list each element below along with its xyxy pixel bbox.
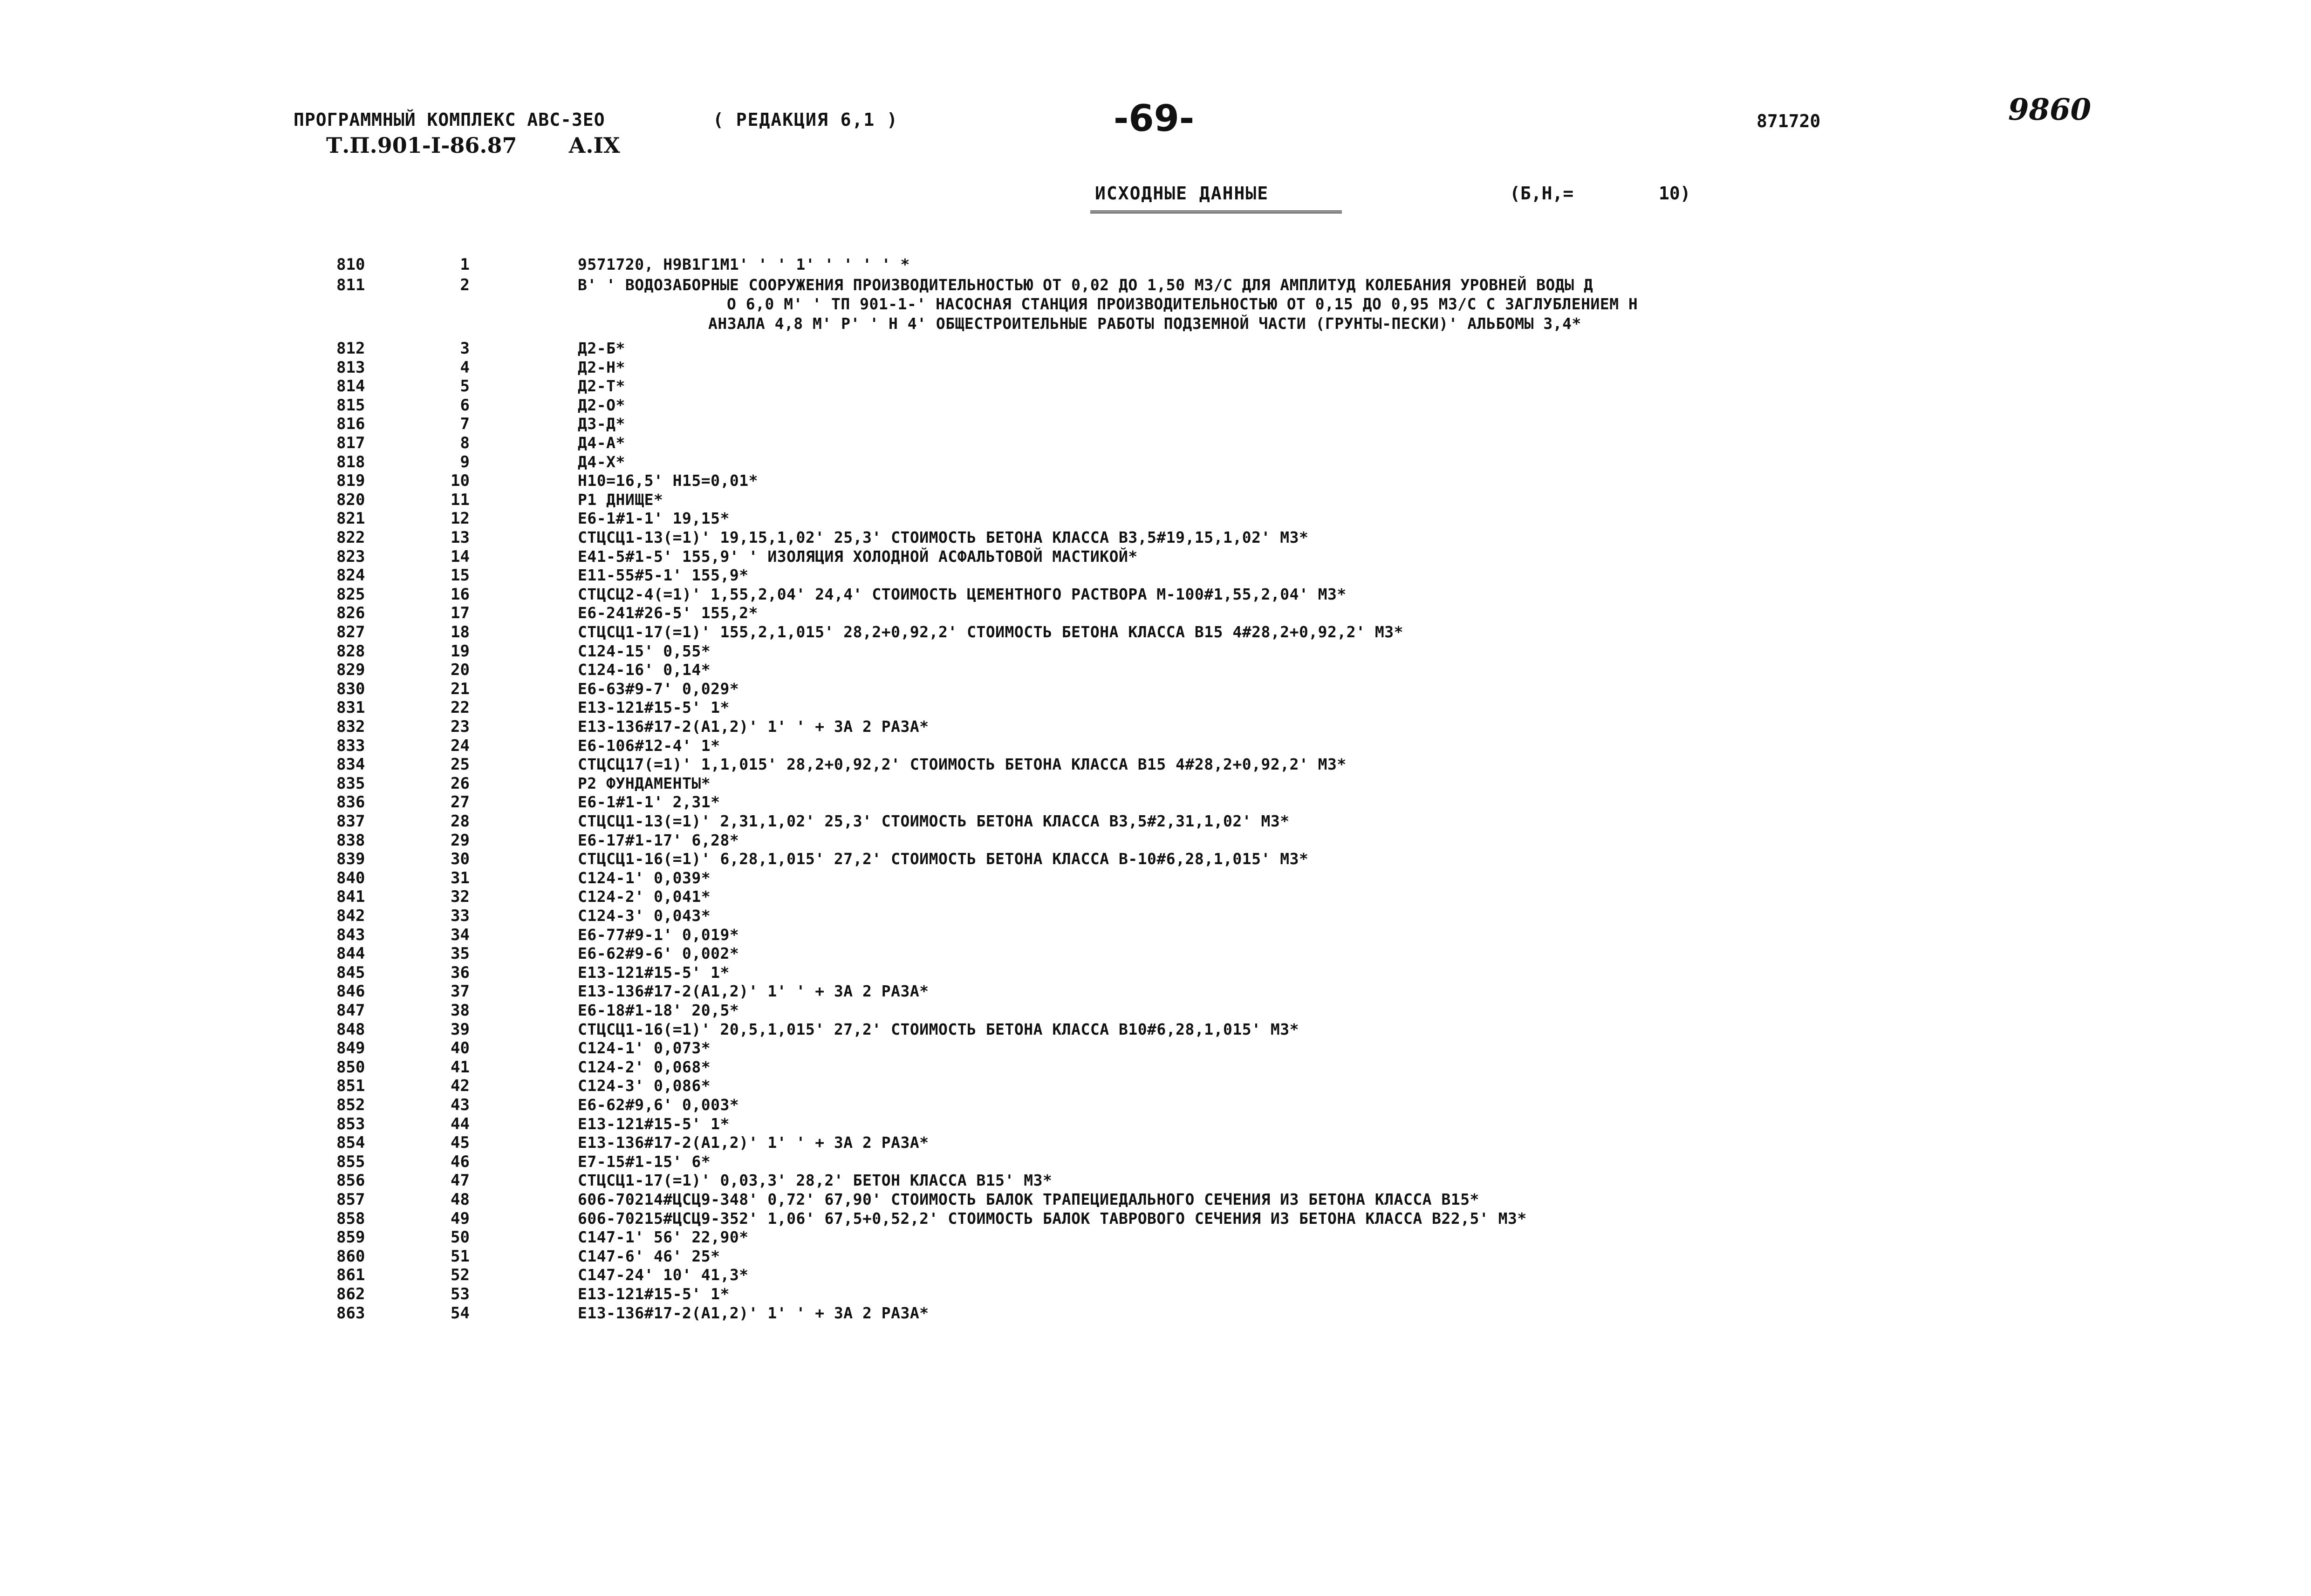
row-text: Е13-136#17-2(А1,2)' 1' ' + ЗА 2 РАЗА*	[578, 1304, 929, 1322]
row-index: 27	[451, 793, 470, 812]
row-line-number: 831	[336, 698, 365, 717]
row-text: Е6-63#9-7' 0,029*	[578, 680, 739, 698]
row-line-number: 821	[336, 509, 365, 528]
row-line-number: 857	[336, 1190, 365, 1209]
row-text: Е6-62#9,6' 0,003*	[578, 1096, 739, 1114]
row-index: 22	[451, 698, 470, 717]
row-text: Е13-136#17-2(А1,2)' 1' ' + ЗА 2 РАЗА*	[578, 717, 929, 736]
row-index: 50	[451, 1228, 470, 1247]
row-text: Д4-А*	[578, 434, 625, 452]
row-text: С124-3' 0,086*	[578, 1077, 711, 1095]
row-line-number: 817	[336, 434, 365, 452]
row-text: С147-24' 10' 41,3*	[578, 1266, 749, 1284]
row-line-number: 830	[336, 680, 365, 698]
row-text: СТЦСЦ1-16(=1)' 6,28,1,015' 27,2' СТОИМОСТЬ БЕТОНА КЛАССА В-10#6,28,1,015' М3*	[578, 850, 1309, 868]
reference-value: 10)	[1659, 183, 1691, 204]
row-index: 36	[451, 963, 470, 982]
section-title: ИСХОДНЫЕ ДАННЫЕ	[1095, 183, 1269, 204]
row-index: 31	[451, 869, 470, 887]
row-index: 26	[451, 774, 470, 793]
row-text: СТЦСЦ1-13(=1)' 19,15,1,02' 25,3' СТОИМОСТЬ БЕТОНА КЛАССА В3,5#19,15,1,02' М3*	[578, 528, 1309, 546]
row-index: 49	[451, 1209, 470, 1228]
row-line-number: 816	[336, 415, 365, 433]
row-text: Д2-Н*	[578, 358, 625, 376]
row-line-number: 822	[336, 528, 365, 547]
row-index: 18	[451, 623, 470, 641]
row-text: Н10=16,5' Н15=0,01*	[578, 471, 758, 490]
row-text: С147-1' 56' 22,90*	[578, 1228, 749, 1246]
row-line-number: 852	[336, 1096, 365, 1114]
row-index: 9	[460, 453, 470, 471]
row-continuation-line: АНЗАЛА 4,8 М' Р' ' Н 4' ОБЩЕСТРОИТЕЛЬНЫЕ РАБОТЫ ПОДЗЕМНОЙ ЧАСТИ (ГРУНТЫ-ПЕСКИ)' АЛЬБОМЫ 3,4*	[708, 314, 1581, 333]
row-text: СТЦСЦ1-17(=1)' 155,2,1,015' 28,2+0,92,2' СТОИМОСТЬ БЕТОНА КЛАССА В15 4#28,2+0,92,2' М3*	[578, 623, 1403, 641]
row-index: 1	[460, 255, 470, 274]
row-text: Е13-121#15-5' 1*	[578, 698, 730, 716]
row-line-number: 850	[336, 1058, 365, 1077]
row-index: 37	[451, 982, 470, 1001]
row-line-number: 860	[336, 1247, 365, 1266]
row-line-number: 851	[336, 1077, 365, 1095]
row-index: 33	[451, 907, 470, 925]
row-index: 14	[451, 547, 470, 566]
row-line-number: 811	[336, 276, 365, 294]
row-index: 2	[460, 276, 470, 294]
row-line-number: 855	[336, 1153, 365, 1171]
row-index: 20	[451, 661, 470, 679]
row-index: 25	[451, 755, 470, 774]
row-text: Д4-Х*	[578, 453, 625, 471]
row-line-number: 825	[336, 585, 365, 604]
row-index: 4	[460, 358, 470, 377]
standard-project-number: Т.П.901-I-86.87	[326, 133, 517, 158]
row-text: С124-15' 0,55*	[578, 642, 711, 660]
row-text: С124-1' 0,039*	[578, 869, 711, 887]
row-index: 5	[460, 377, 470, 396]
row-index: 47	[451, 1171, 470, 1190]
row-line-number: 829	[336, 661, 365, 679]
row-line-number: 814	[336, 377, 365, 396]
row-line-number: 820	[336, 491, 365, 509]
row-line-number: 828	[336, 642, 365, 661]
row-line-number: 815	[336, 396, 365, 415]
row-index: 13	[451, 528, 470, 547]
row-index: 11	[451, 491, 470, 509]
row-line-number: 827	[336, 623, 365, 641]
row-index: 21	[451, 680, 470, 698]
program-complex-label: ПРОГРАММНЫЙ КОМПЛЕКС АВС-ЗЕО	[294, 109, 605, 130]
row-line-number: 839	[336, 850, 365, 868]
row-line-number: 846	[336, 982, 365, 1001]
row-index: 15	[451, 566, 470, 585]
row-line-number: 838	[336, 831, 365, 850]
row-index: 32	[451, 887, 470, 906]
row-text: Е13-121#15-5' 1*	[578, 1285, 730, 1303]
row-index: 44	[451, 1115, 470, 1133]
row-text: Д3-Д*	[578, 415, 625, 433]
row-text: СТЦСЦ1-13(=1)' 2,31,1,02' 25,3' СТОИМОСТЬ БЕТОНА КЛАССА В3,5#2,31,1,02' М3*	[578, 812, 1290, 830]
row-index: 48	[451, 1190, 470, 1209]
row-index: 46	[451, 1153, 470, 1171]
row-text: СТЦСЦ17(=1)' 1,1,015' 28,2+0,92,2' СТОИМОСТЬ БЕТОНА КЛАССА В15 4#28,2+0,92,2' М3*	[578, 755, 1347, 773]
row-index: 7	[460, 415, 470, 433]
row-index: 19	[451, 642, 470, 661]
row-text: СТЦСЦ1-16(=1)' 20,5,1,015' 27,2' СТОИМОСТЬ БЕТОНА КЛАССА В10#6,28,1,015' М3*	[578, 1020, 1299, 1038]
row-index: 43	[451, 1096, 470, 1114]
reference-label: (Б,Н,=	[1510, 183, 1574, 204]
row-line-number: 813	[336, 358, 365, 377]
row-text: Д2-Б*	[578, 339, 625, 357]
row-line-number: 844	[336, 944, 365, 963]
row-text: С124-2' 0,068*	[578, 1058, 711, 1076]
row-text: 9571720, Н9В1Г1М1' ' ' 1' ' ' ' ' *	[578, 255, 910, 273]
row-text: С124-2' 0,041*	[578, 887, 711, 906]
row-index: 30	[451, 850, 470, 868]
row-line-number: 847	[336, 1001, 365, 1020]
row-index: 45	[451, 1133, 470, 1152]
row-text: Д2-Т*	[578, 377, 625, 395]
row-index: 39	[451, 1020, 470, 1039]
row-line-number: 856	[336, 1171, 365, 1190]
row-line-number: 859	[336, 1228, 365, 1247]
row-index: 40	[451, 1039, 470, 1057]
row-index: 51	[451, 1247, 470, 1266]
row-text: 606-70214#ЦСЦ9-348' 0,72' 67,90' СТОИМОСТЬ БАЛОК ТРАПЕЦИЕДАЛЬНОГО СЕЧЕНИЯ ИЗ БЕТОНА КЛАССА В15*	[578, 1190, 1479, 1208]
row-line-number: 841	[336, 887, 365, 906]
row-line-number: 836	[336, 793, 365, 812]
row-line-number: 840	[336, 869, 365, 887]
row-index: 23	[451, 717, 470, 736]
row-text: Р1 ДНИЩЕ*	[578, 491, 663, 509]
row-index: 12	[451, 509, 470, 528]
row-index: 10	[451, 471, 470, 490]
row-line-number: 842	[336, 907, 365, 925]
row-text: С124-3' 0,043*	[578, 907, 711, 925]
row-index: 34	[451, 926, 470, 944]
row-line-number: 837	[336, 812, 365, 831]
row-line-number: 853	[336, 1115, 365, 1133]
row-line-number: 863	[336, 1304, 365, 1323]
row-text: Е6-1#1-1' 19,15*	[578, 509, 730, 527]
row-index: 41	[451, 1058, 470, 1077]
row-line-number: 810	[336, 255, 365, 274]
row-line-number: 818	[336, 453, 365, 471]
album-label: А.IX	[568, 133, 620, 158]
row-index: 38	[451, 1001, 470, 1020]
row-line-number: 861	[336, 1266, 365, 1284]
row-line-number: 819	[336, 471, 365, 490]
row-line-number: 834	[336, 755, 365, 774]
row-line-number: 854	[336, 1133, 365, 1152]
row-text: Е13-136#17-2(А1,2)' 1' ' + ЗА 2 РАЗА*	[578, 1133, 929, 1152]
row-text: Е6-62#9-6' 0,002*	[578, 944, 739, 962]
row-line-number: 858	[336, 1209, 365, 1228]
row-text: СТЦСЦ1-17(=1)' 0,03,3' 28,2' БЕТОН КЛАССА В15' М3*	[578, 1171, 1053, 1189]
row-index: 8	[460, 434, 470, 452]
page-number: -69-	[1114, 98, 1195, 140]
row-index: 52	[451, 1266, 470, 1284]
row-text: С124-16' 0,14*	[578, 661, 711, 679]
row-line-number: 824	[336, 566, 365, 585]
row-text: Е13-121#15-5' 1*	[578, 963, 730, 982]
row-text: СТЦСЦ2-4(=1)' 1,55,2,04' 24,4' СТОИМОСТЬ ЦЕМЕНТНОГО РАСТВОРА М-100#1,55,2,04' М3*	[578, 585, 1347, 603]
row-index: 16	[451, 585, 470, 604]
row-index: 29	[451, 831, 470, 850]
row-line-number: 845	[336, 963, 365, 982]
row-text: Р2 ФУНДАМЕНТЫ*	[578, 774, 711, 792]
row-index: 42	[451, 1077, 470, 1095]
row-index: 17	[451, 604, 470, 622]
row-line-number: 833	[336, 737, 365, 755]
row-index: 54	[451, 1304, 470, 1323]
handwritten-stamp-number: 9860	[2008, 92, 2092, 127]
row-text: Е41-5#1-5' 155,9' ' ИЗОЛЯЦИЯ ХОЛОДНОЙ АСФАЛЬТОВОЙ МАСТИКОЙ*	[578, 547, 1138, 566]
row-text: Е7-15#1-15' 6*	[578, 1153, 711, 1171]
row-line-number: 848	[336, 1020, 365, 1039]
row-text: С124-1' 0,073*	[578, 1039, 711, 1057]
row-line-number: 826	[336, 604, 365, 622]
row-text: Е6-17#1-17' 6,28*	[578, 831, 739, 849]
row-index: 3	[460, 339, 470, 358]
row-continuation-line: О 6,0 М' ' ТП 901-1-' НАСОСНАЯ СТАНЦИЯ ПРОИЗВОДИТЕЛЬНОСТЬЮ ОТ 0,15 ДО 0,95 М3/С С ЗАГЛУБЛЕНИЕМ Н	[727, 295, 1638, 313]
row-text: Д2-О*	[578, 396, 625, 414]
row-index: 35	[451, 944, 470, 963]
row-line-number: 843	[336, 926, 365, 944]
row-text: Е13-136#17-2(А1,2)' 1' ' + ЗА 2 РАЗА*	[578, 982, 929, 1000]
row-index: 24	[451, 737, 470, 755]
row-line-number: 835	[336, 774, 365, 793]
row-line-number: 832	[336, 717, 365, 736]
row-text: 606-70215#ЦСЦ9-352' 1,06' 67,5+0,52,2' СТОИМОСТЬ БАЛОК ТАВРОВОГО СЕЧЕНИЯ ИЗ БЕТОНА КЛАССА В22,5' М3*	[578, 1209, 1527, 1228]
row-text: Е6-18#1-18' 20,5*	[578, 1001, 739, 1019]
row-text: С147-6' 46' 25*	[578, 1247, 720, 1265]
row-text: В' ' ВОДОЗАБОРНЫЕ СООРУЖЕНИЯ ПРОИЗВОДИТЕЛЬНОСТЬЮ ОТ 0,02 ДО 1,50 М3/С ДЛЯ АМПЛИТУД КОЛЕБАНИЯ УРОВНЕЙ ВОДЫ Д	[578, 276, 1593, 294]
row-text: Е6-241#26-5' 155,2*	[578, 604, 758, 622]
row-text: Е13-121#15-5' 1*	[578, 1115, 730, 1133]
row-index: 28	[451, 812, 470, 831]
row-line-number: 849	[336, 1039, 365, 1057]
document-code: 871720	[1757, 111, 1821, 131]
edition-label: ( РЕДАКЦИЯ 6,1 )	[713, 109, 899, 130]
row-index: 6	[460, 396, 470, 415]
row-index: 53	[451, 1285, 470, 1303]
row-text: Е6-77#9-1' 0,019*	[578, 926, 739, 944]
row-line-number: 812	[336, 339, 365, 358]
row-text: Е11-55#5-1' 155,9*	[578, 566, 749, 584]
title-underline	[1090, 211, 1342, 213]
row-line-number: 862	[336, 1285, 365, 1303]
row-line-number: 823	[336, 547, 365, 566]
row-text: Е6-106#12-4' 1*	[578, 737, 720, 755]
row-text: Е6-1#1-1' 2,31*	[578, 793, 720, 811]
